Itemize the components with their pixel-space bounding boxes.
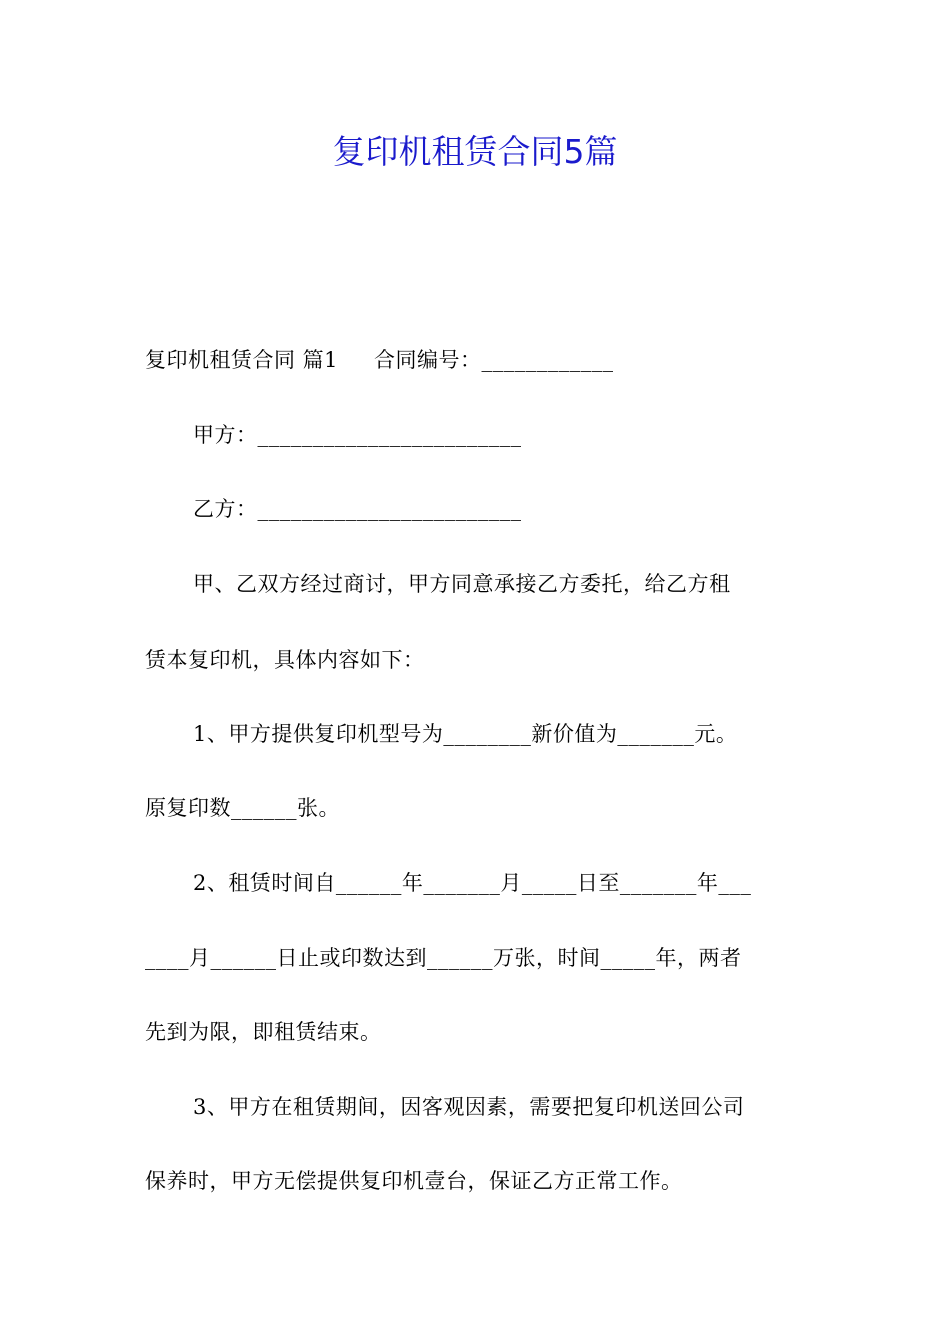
clause-3-line: 3、甲方在租赁期间，因客观因素，需要把复印机送回公司 xyxy=(193,1095,745,1119)
contract-heading-line xyxy=(145,345,810,375)
clause-1-line: 1、甲方提供复印机型号为________新价值为_______元。 xyxy=(193,722,738,746)
paragraph-line: 原复印数______张。 xyxy=(145,796,340,820)
paragraph-line: ____月______日止或印数达到______万张，时间_____年，两者 xyxy=(145,946,742,970)
party-b-line: 乙方：________________________ xyxy=(193,497,522,521)
contract-section-label: 复印机租赁合同 篇1 xyxy=(145,348,339,372)
paragraph-line: 甲、乙双方经过商讨，甲方同意承接乙方委托，给乙方租 xyxy=(193,572,731,596)
party-a-line: 甲方：________________________ xyxy=(193,423,522,447)
document-title: 复印机租赁合同5篇 xyxy=(332,132,618,171)
contract-number-field: 合同编号：____________ xyxy=(374,348,614,372)
paragraph-line: 先到为限，即租赁结束。 xyxy=(145,1020,382,1044)
paragraph-line: 保养时，甲方无偿提供复印机壹台，保证乙方正常工作。 xyxy=(145,1169,683,1193)
clause-2-line: 2、租赁时间自______年_______月_____日至_______年___ xyxy=(193,871,752,895)
paragraph-line: 赁本复印机，具体内容如下： xyxy=(145,648,425,672)
